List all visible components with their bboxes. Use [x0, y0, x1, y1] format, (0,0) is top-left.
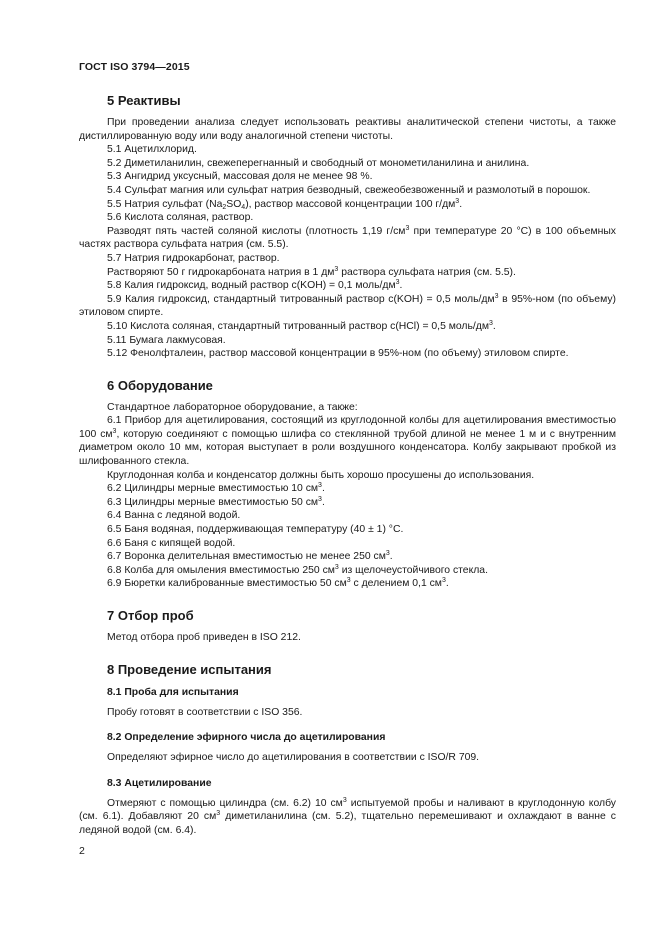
equipment-6-7: 6.7 Воронка делительная вместимостью не менее 250 $см^3$.	[107, 550, 393, 563]
reagent-5-9: 5.9 Калия гидроксид, стандартный титрованный раствор c(KOH) = 0,5 моль/$дм^3$ в 95%-ном (по объему) этиловом спирте.	[79, 292, 616, 319]
equipment-6-4: 6.4 Ванна с ледяной водой.	[107, 510, 241, 522]
equipment-6-2: 6.2 Цилиндры мерные вместимостью 10 $см^3$.	[107, 482, 325, 495]
reagent-5-4: 5.4 Сульфат магния или сульфат натрия безводный, свежеобезвоженный и размолотый в порошок.	[107, 184, 591, 196]
subsection-8-1-text: Пробу готовят в соответствии с ISO 356.	[107, 706, 303, 718]
subsection-8-1-heading: 8.1 Проба для испытания	[107, 686, 239, 698]
section-6-intro: Стандартное лабораторное оборудование, а также:	[107, 401, 358, 413]
reagent-5-7: 5.7 Натрия гидрокарбонат, раствор.	[107, 252, 280, 264]
reagent-5-6: 5.6 Кислота соляная, раствор.	[107, 212, 254, 224]
document-header: ГОСТ ISO 3794—2015	[79, 61, 190, 73]
subsection-8-2-heading: 8.2 Определение эфирного числа до ацетилирования	[107, 732, 386, 744]
section-6-heading: 6 Оборудование	[107, 377, 213, 393]
equipment-6-8: 6.8 Колба для омыления вместимостью 250 $см^3$ из щелочеустойчивого стекла.	[107, 563, 488, 576]
reagent-5-10: 5.10 Кислота соляная, стандартный титрованный раствор c(HCl) = 0,5 моль/$дм^3$.	[107, 319, 496, 332]
subsection-8-2-text: Определяют эфирное число до ацетилирования в соответствии с ISO/R 709.	[107, 752, 480, 764]
equipment-6-3: 6.3 Цилиндры мерные вместимостью 50 $см^3$.	[107, 495, 325, 508]
equipment-6-1-note: Круглодонная колба и конденсатор должны быть хорошо просушены до использования.	[107, 469, 535, 481]
section-8-heading: 8 Проведение испытания	[107, 661, 272, 677]
subsection-8-3-heading: 8.3 Ацетилирование	[107, 777, 212, 789]
section-5-intro: При проведении анализа следует использовать реактивы аналитической степени чистоты, а также дистиллированную воду или воду аналогичной степени чистоты.	[79, 117, 616, 142]
reagent-5-3: 5.3 Ангидрид уксусный, массовая доля не менее 98 %.	[107, 171, 373, 183]
equipment-6-6: 6.6 Баня с кипящей водой.	[107, 537, 236, 549]
reagent-5-1: 5.1 Ацетилхлорид.	[107, 144, 197, 156]
reagent-5-8: 5.8 Калия гидроксид, водный раствор c(KOH) = 0,1 моль/$дм^3$.	[107, 279, 403, 292]
reagent-5-6-text: Разводят пять частей соляной кислоты (плотность 1,19 $г/см^3$ при температуре 20 °С) в 100 объемных частях раствора сульфата натрия (см. 5.5).	[79, 224, 617, 251]
equipment-6-1: 6.1 Прибор для ацетилирования, состоящий из круглодонной колбы для ацетилирования вместимостью 100 $см^3$, которую соединяют с помощью шлифа со стеклянной трубой длиной не менее 1 м и с внутренним диаметром около 10 мм, которая выступает в роли воздушного конденсатора. Колбу закрывают пробкой из шлифованного стекла.	[79, 415, 616, 468]
section-7-heading: 7 Отбор проб	[107, 608, 194, 623]
page-number: 2	[79, 845, 85, 857]
section-5-heading: 5 Реактивы	[107, 93, 181, 108]
reagent-5-5: 5.5 Натрия сульфат $(Na_2SO_4)$, раствор массовой концентрации 100 $г/дм^3$.	[107, 197, 463, 211]
subsection-8-3-text: Отмеряют с помощью цилиндра (см. 6.2) 10 $см^3$ испытуемой пробы и наливают в круглодонную колбу (см. 6.1). Добавляют 20 $см^3$ диметиланилина (см. 5.2), тщательно перемешивают и охлаждают в ванне с ледяной водой (см. 6.4).	[79, 796, 617, 836]
equipment-6-5: 6.5 Баня водяная, поддерживающая температуру (40 ± 1) °С.	[107, 524, 404, 536]
section-7-text: Метод отбора проб приведен в ISO 212.	[107, 632, 301, 643]
document-body	[79, 90, 616, 838]
equipment-6-9: 6.9 Бюретки калиброванные вместимостью 50 $см^3$ с делением 0,1 $см^3$.	[107, 577, 449, 590]
reagent-5-7-text: Растворяют 50 г гидрокарбоната натрия в 1 $дм^3$ раствора сульфата натрия (см. 5.5).	[107, 265, 516, 278]
reagent-5-2: 5.2 Диметиланилин, свежеперегнанный и свободный от монометиланилина и анилина.	[107, 157, 530, 169]
reagent-5-11: 5.11 Бумага лакмусовая.	[107, 334, 226, 346]
reagent-5-12: 5.12 Фенолфталеин, раствор массовой концентрации в 95%-ном (по объему) этиловом спирте.	[107, 348, 569, 360]
